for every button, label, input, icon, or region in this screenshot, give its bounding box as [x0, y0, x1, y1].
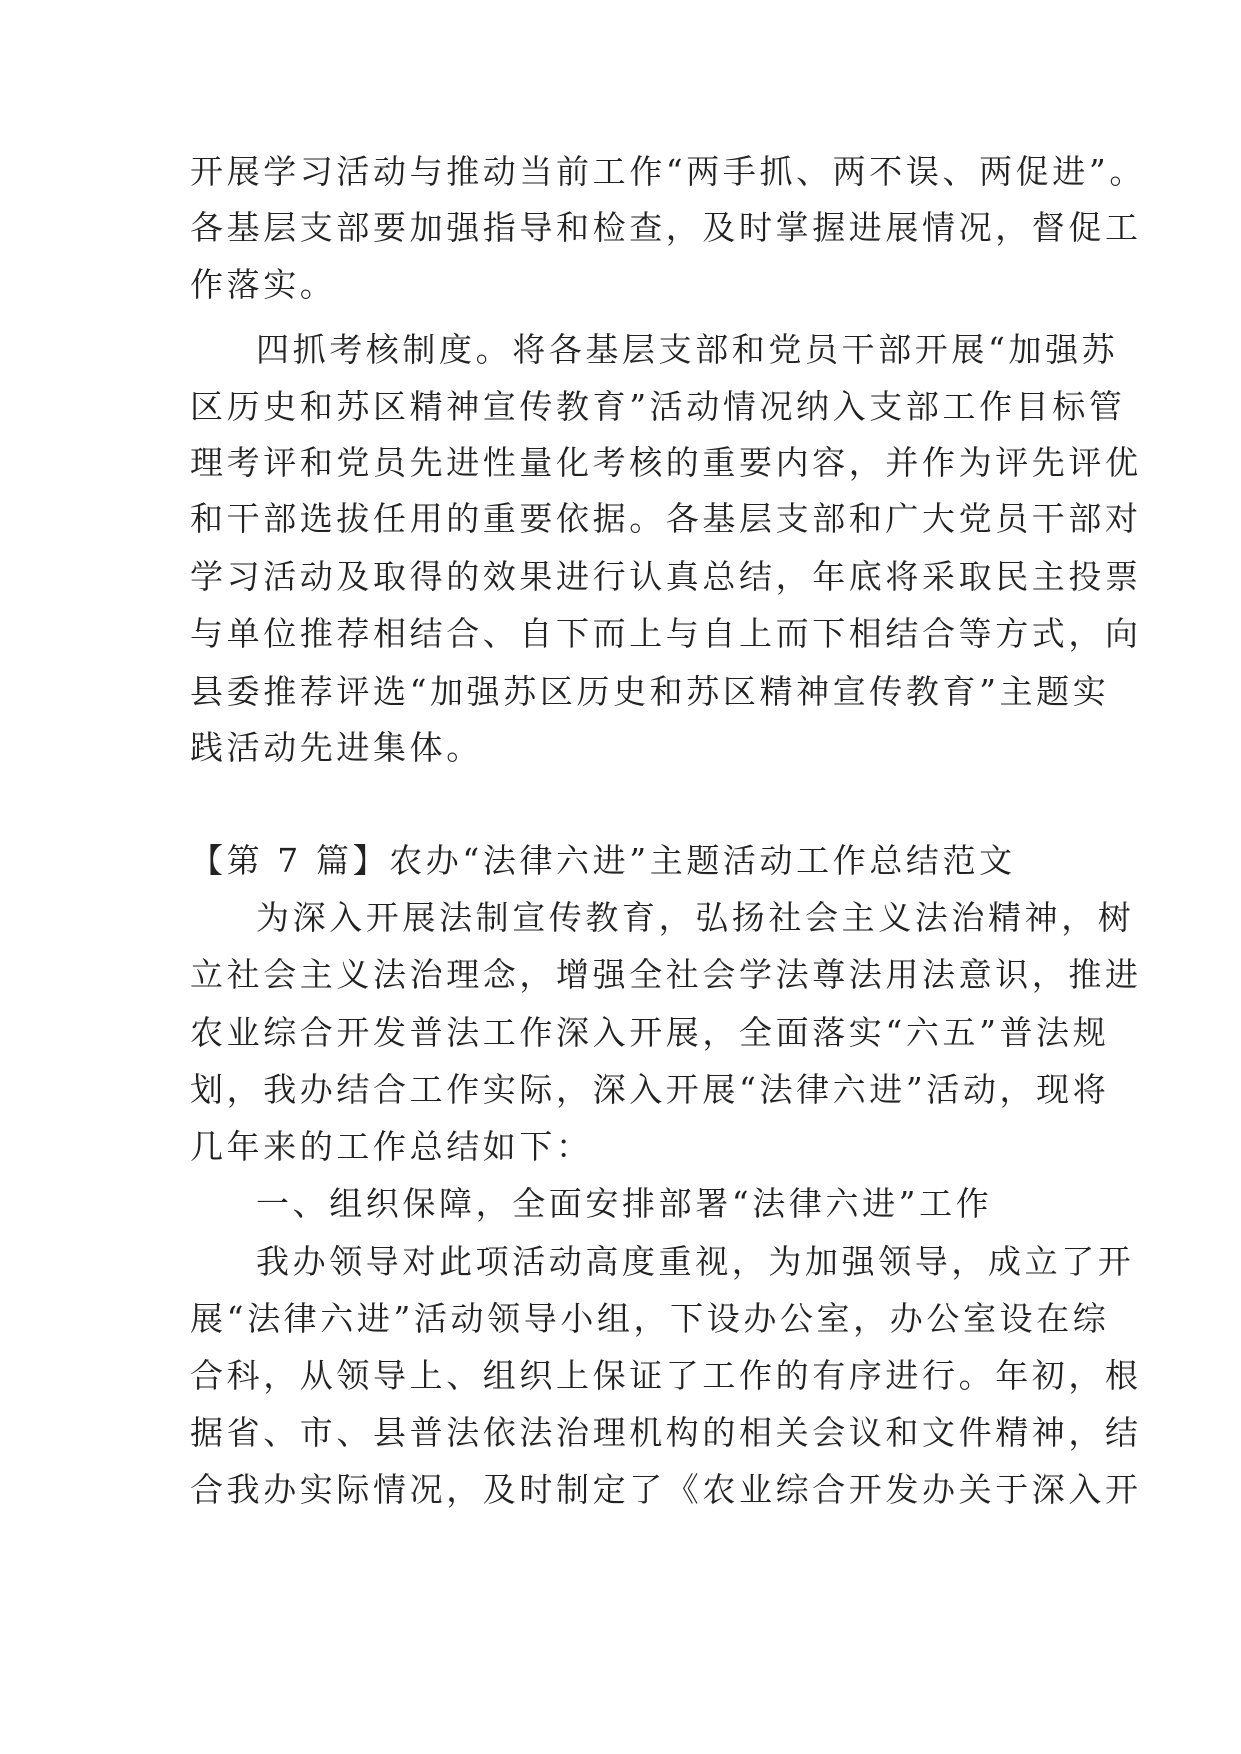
- body-text-line: 几年来的工作总结如下：: [190, 1127, 593, 1166]
- body-text-line: 划，我办结合工作实际，深入开展“法律六进”活动，现将: [190, 1070, 1110, 1109]
- body-text-line: 据省、市、县普法依法治理机构的相关会议和文件精神，结: [190, 1413, 1142, 1452]
- body-text-line: 践活动先进集体。: [190, 728, 483, 767]
- body-text-line: 开展学习活动与推动当前工作“两手抓、两不误、两促进”。: [190, 152, 1146, 191]
- body-text-line: 理考评和党员先进性量化考核的重要内容，并作为评先评优: [190, 443, 1142, 482]
- body-text-line: 合我办实际情况，及时制定了《农业综合开发办关于深入开: [190, 1470, 1142, 1509]
- body-text-line: 展“法律六进”活动领导小组，下设办公室，办公室设在综: [190, 1299, 1110, 1338]
- section-heading: 【第 7 篇】农办“法律六进”主题活动工作总结范文: [190, 841, 1016, 880]
- body-text-line: 农业综合开发普法工作深入开展，全面落实“六五”普法规: [190, 1013, 1110, 1052]
- body-text-line: 县委推荐评选“加强苏区历史和苏区精神宣传教育”主题实: [190, 672, 1110, 711]
- body-text-line: 和干部选拔任用的重要依据。各基层支部和广大党员干部对: [190, 499, 1142, 538]
- body-text-line: 学习活动及取得的效果进行认真总结，年底将采取民主投票: [190, 557, 1142, 596]
- body-text-line: 区历史和苏区精神宣传教育”活动情况纳入支部工作目标管: [190, 387, 1126, 426]
- body-text-line: 立社会主义法治理念，增强全社会学法尊法用法意识，推进: [190, 955, 1142, 994]
- body-text-line: 与单位推荐相结合、自下而上与自上而下相结合等方式，向: [190, 614, 1142, 653]
- body-text-line: 各基层支部要加强指导和检查，及时掌握进展情况，督促工: [190, 208, 1142, 247]
- body-text-line: 合科，从领导上、组织上保证了工作的有序进行。年初，根: [190, 1356, 1142, 1395]
- paragraph-first-line: 为深入开展法制宣传教育，弘扬社会主义法治精神，树: [256, 898, 1135, 937]
- body-text-line: 作落实。: [190, 265, 337, 304]
- subheading: 一、组织保障，全面安排部署“法律六进”工作: [256, 1184, 993, 1223]
- paragraph-first-line: 四抓考核制度。将各基层支部和党员干部开展“加强苏: [256, 330, 1119, 369]
- paragraph-first-line: 我办领导对此项活动高度重视，为加强领导，成立了开: [256, 1242, 1135, 1281]
